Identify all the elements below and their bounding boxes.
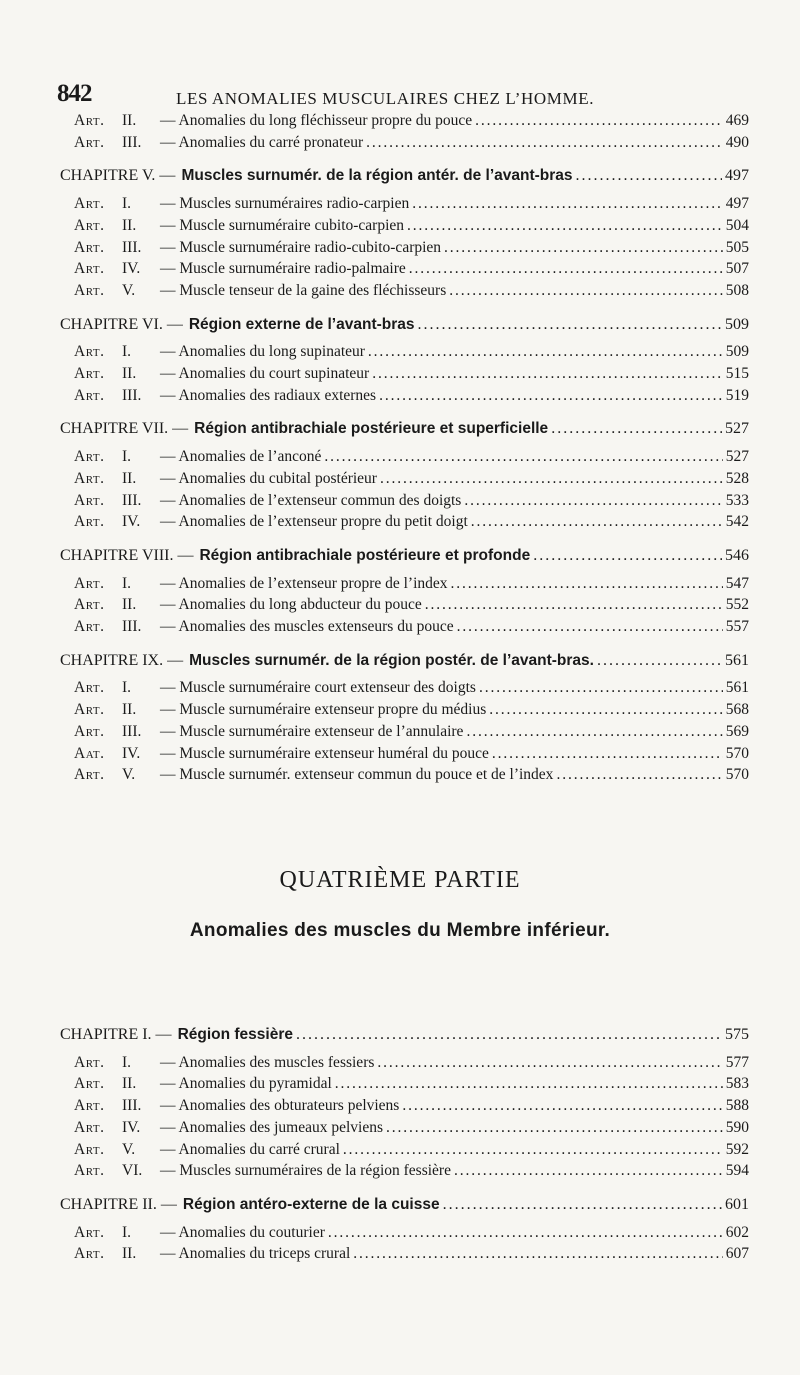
page-reference: 577 bbox=[725, 1053, 749, 1071]
dot-leader bbox=[418, 314, 722, 336]
page-reference: 490 bbox=[725, 133, 749, 151]
dot-leader bbox=[425, 594, 723, 616]
page-reference: 601 bbox=[725, 1195, 749, 1213]
page-reference: 607 bbox=[725, 1245, 749, 1263]
toc-article-entry bbox=[74, 1243, 749, 1265]
toc-article-entry bbox=[74, 1160, 749, 1182]
toc-article-entry bbox=[74, 1139, 749, 1161]
article-heading bbox=[74, 385, 376, 407]
article-title: — Muscle surnuméraire radio-cubito-carpien bbox=[160, 238, 442, 256]
dot-leader bbox=[335, 1073, 723, 1095]
chapter-label: CHAPITRE VIII. — bbox=[60, 546, 194, 564]
article-heading bbox=[74, 193, 409, 215]
toc-article-entry bbox=[74, 1095, 749, 1117]
article-label: Art. bbox=[74, 281, 105, 299]
page-number: 842 bbox=[57, 80, 92, 107]
article-number: II. bbox=[122, 596, 137, 614]
page-reference: 575 bbox=[725, 1026, 749, 1043]
article-label: Art. bbox=[74, 701, 105, 719]
article-heading bbox=[74, 699, 486, 721]
article-title: — Muscles surnuméraires de la région fessière bbox=[160, 1162, 451, 1180]
article-heading bbox=[74, 215, 404, 237]
chapter-label: CHAPITRE IX. — bbox=[60, 651, 184, 669]
article-number: V. bbox=[122, 1140, 136, 1158]
dot-leader bbox=[475, 110, 723, 132]
article-title: — Anomalies des muscles fessiers bbox=[160, 1053, 375, 1071]
toc-article-entry bbox=[74, 1073, 749, 1095]
page-reference: 546 bbox=[725, 546, 749, 564]
page-reference: 527 bbox=[725, 420, 749, 438]
chapter-title: Muscles surnumér. de la région antér. de l’avant-bras bbox=[181, 167, 573, 185]
article-label: Art. bbox=[74, 260, 105, 278]
article-title: — Anomalies de l’extenseur commun des doigts bbox=[160, 491, 462, 509]
article-number: II. bbox=[122, 365, 137, 382]
article-label: Art. bbox=[74, 343, 105, 361]
article-title: — Muscle surnumér. extenseur commun du pouce et de l’index bbox=[160, 766, 554, 784]
toc-article-entry bbox=[74, 1222, 749, 1244]
article-title: — Muscle surnuméraire radio-palmaire bbox=[160, 260, 406, 278]
article-label: Art. bbox=[74, 766, 105, 784]
toc-article-entry bbox=[74, 110, 749, 132]
article-heading bbox=[74, 280, 446, 302]
toc-article-entry bbox=[74, 1052, 749, 1074]
dot-leader bbox=[366, 132, 723, 154]
page-reference: 497 bbox=[725, 167, 749, 185]
toc-article-entry bbox=[74, 280, 749, 302]
article-title: — Anomalies des obturateurs pelviens bbox=[160, 1097, 400, 1115]
dot-leader bbox=[471, 511, 723, 533]
article-number: V. bbox=[122, 281, 136, 299]
dot-leader bbox=[343, 1139, 723, 1161]
dot-leader bbox=[466, 721, 722, 743]
article-number: III. bbox=[122, 386, 142, 404]
toc-article-entry bbox=[74, 616, 749, 638]
article-number: II. bbox=[122, 1245, 137, 1263]
article-number: III. bbox=[122, 722, 142, 740]
article-number: I. bbox=[122, 1223, 132, 1241]
dot-leader bbox=[368, 341, 723, 363]
article-label: Art. bbox=[74, 1053, 105, 1071]
article-label: Art. bbox=[74, 513, 105, 531]
article-number: VI. bbox=[122, 1162, 143, 1180]
chapter-title: Région antibrachiale postérieure et superficielle bbox=[194, 420, 549, 438]
article-label: Art. bbox=[74, 133, 105, 151]
page-reference: 552 bbox=[725, 596, 749, 614]
article-number: I. bbox=[122, 679, 132, 697]
toc-chapter-entry bbox=[60, 165, 749, 187]
toc-chapter-entry bbox=[60, 1194, 749, 1216]
article-heading bbox=[74, 1073, 332, 1095]
article-heading bbox=[74, 468, 377, 490]
page-reference: 570 bbox=[725, 766, 749, 784]
chapter-heading bbox=[60, 1194, 440, 1216]
article-heading bbox=[74, 616, 454, 638]
article-title: — Anomalies du carré pronateur bbox=[160, 133, 364, 151]
article-heading bbox=[74, 1052, 374, 1074]
article-label: Art. bbox=[74, 679, 105, 697]
chapter-heading bbox=[60, 650, 594, 672]
dot-leader bbox=[402, 1095, 722, 1117]
article-number: III. bbox=[122, 238, 142, 256]
dot-leader bbox=[443, 1194, 722, 1216]
page-reference: 592 bbox=[725, 1140, 749, 1158]
article-title: — Muscle tenseur de la gaine des fléchisseurs bbox=[160, 281, 447, 299]
toc-article-entry bbox=[74, 363, 749, 385]
toc-article-entry bbox=[74, 677, 749, 699]
article-title: — Anomalies du cubital postérieur bbox=[160, 469, 377, 487]
toc-article-entry bbox=[74, 341, 749, 363]
article-title: — Muscle surnuméraire cubito-carpien bbox=[160, 216, 405, 234]
article-heading bbox=[74, 594, 422, 616]
article-heading bbox=[74, 677, 476, 699]
dot-leader bbox=[451, 573, 723, 595]
page-reference: 588 bbox=[725, 1097, 749, 1115]
article-label: Art. bbox=[74, 1118, 105, 1136]
article-title: — Muscle surnuméraire extenseur huméral du pouce bbox=[160, 744, 489, 762]
chapter-label: CHAPITRE VI. — bbox=[60, 315, 183, 333]
part-subtitle: Anomalies des muscles du Membre inférieur. bbox=[189, 920, 611, 941]
toc-article-entry bbox=[74, 468, 749, 490]
article-number: II. bbox=[122, 701, 137, 719]
article-title: — Anomalies du triceps crural bbox=[160, 1245, 351, 1263]
dot-leader bbox=[449, 280, 723, 302]
toc-article-entry bbox=[74, 1117, 749, 1139]
article-label: Art. bbox=[74, 596, 105, 614]
part-title: QUATRIÈME PARTIE bbox=[279, 867, 521, 893]
dot-leader bbox=[380, 468, 723, 490]
toc-article-entry bbox=[74, 193, 749, 215]
article-label: Art. bbox=[74, 238, 105, 256]
dot-leader bbox=[457, 616, 723, 638]
page-reference: 561 bbox=[725, 679, 749, 697]
toc-article-entry bbox=[74, 385, 749, 407]
page-reference: 557 bbox=[725, 618, 749, 635]
dot-leader bbox=[597, 650, 722, 672]
article-title: — Anomalies de l’extenseur propre du petit doigt bbox=[160, 513, 468, 531]
dot-leader bbox=[407, 215, 723, 237]
article-label: Art. bbox=[74, 386, 105, 404]
dot-leader bbox=[492, 743, 723, 765]
toc-article-entry bbox=[74, 573, 749, 595]
toc-chapter-entry bbox=[60, 650, 749, 672]
article-number: IV. bbox=[122, 513, 141, 531]
article-label: Art. bbox=[74, 195, 105, 213]
toc-article-entry bbox=[74, 699, 749, 721]
dot-leader bbox=[379, 385, 723, 407]
toc-article-entry bbox=[74, 721, 749, 743]
article-title: — Anomalies des jumeaux pelviens bbox=[160, 1118, 383, 1136]
dot-leader bbox=[328, 1222, 723, 1244]
article-title: — Anomalies du court supinateur bbox=[160, 365, 370, 382]
article-title: — Anomalies des radiaux externes bbox=[160, 386, 377, 404]
chapter-title: Muscles surnumér. de la région postér. de l’avant-bras. bbox=[189, 651, 594, 669]
article-number: I. bbox=[122, 195, 132, 213]
article-label: Art. bbox=[74, 1075, 105, 1093]
page-reference: 509 bbox=[725, 315, 749, 333]
article-number: III. bbox=[122, 618, 142, 635]
page-reference: 561 bbox=[725, 651, 749, 669]
chapter-title: Région fessière bbox=[177, 1026, 293, 1043]
dot-leader bbox=[372, 363, 723, 385]
article-number: II. bbox=[122, 1075, 137, 1093]
article-label: Art. bbox=[74, 722, 105, 740]
article-label: Art. bbox=[74, 112, 105, 129]
dot-leader bbox=[353, 1243, 722, 1265]
toc-article-entry bbox=[74, 215, 749, 237]
article-number: II. bbox=[122, 216, 137, 234]
article-label: Art. bbox=[74, 469, 105, 487]
page-reference: 547 bbox=[725, 574, 749, 592]
dot-leader bbox=[464, 490, 722, 512]
article-number: IV. bbox=[122, 744, 141, 762]
article-title: — Anomalies de l’extenseur propre de l’index bbox=[160, 574, 448, 592]
article-label: Art. bbox=[74, 1245, 105, 1263]
toc-article-entry bbox=[74, 237, 749, 259]
toc-article-entry bbox=[74, 764, 749, 786]
page-reference: 507 bbox=[725, 260, 749, 278]
article-heading bbox=[74, 363, 369, 385]
dot-leader bbox=[377, 1052, 722, 1074]
article-number: I. bbox=[122, 1053, 132, 1071]
page-reference: 515 bbox=[725, 365, 749, 382]
article-title: — Anomalies du carré crural bbox=[160, 1140, 340, 1158]
article-heading bbox=[74, 721, 463, 743]
article-title: — Muscles surnuméraires radio-carpien bbox=[160, 195, 410, 213]
article-title: — Anomalies du pyramidal bbox=[160, 1075, 332, 1093]
article-label: Art. bbox=[74, 491, 105, 509]
article-label: Art. bbox=[74, 574, 105, 592]
article-heading bbox=[74, 1117, 383, 1139]
article-heading bbox=[74, 110, 472, 132]
article-heading bbox=[74, 446, 321, 468]
page-reference: 509 bbox=[725, 343, 749, 361]
toc-chapter-entry bbox=[60, 545, 749, 567]
article-heading bbox=[74, 1139, 340, 1161]
article-number: III. bbox=[122, 491, 142, 509]
dot-leader bbox=[324, 446, 722, 468]
article-heading bbox=[74, 1095, 399, 1117]
article-heading bbox=[74, 764, 553, 786]
toc-article-entry bbox=[74, 446, 749, 468]
toc-chapter-entry bbox=[60, 418, 749, 440]
article-heading bbox=[74, 1222, 325, 1244]
page-reference: 528 bbox=[725, 469, 749, 487]
dot-leader bbox=[556, 764, 722, 786]
dot-leader bbox=[296, 1024, 722, 1046]
page-reference: 569 bbox=[725, 722, 749, 740]
dot-leader bbox=[409, 258, 723, 280]
page-reference: 570 bbox=[725, 744, 749, 762]
article-heading bbox=[74, 490, 461, 512]
article-heading bbox=[74, 1160, 451, 1182]
article-heading bbox=[74, 258, 406, 280]
article-label: Art. bbox=[74, 448, 105, 466]
chapter-heading bbox=[60, 418, 548, 440]
page-reference: 508 bbox=[725, 281, 749, 299]
page-reference: 505 bbox=[725, 238, 749, 256]
article-label: Art. bbox=[74, 365, 105, 382]
toc-article-entry bbox=[74, 594, 749, 616]
article-number: IV. bbox=[122, 260, 141, 278]
article-heading bbox=[74, 341, 365, 363]
article-number: V. bbox=[122, 766, 136, 784]
article-heading bbox=[74, 743, 489, 765]
chapter-label: CHAPITRE II. — bbox=[60, 1195, 177, 1213]
article-title: — Muscle surnuméraire extenseur de l’annulaire bbox=[160, 722, 464, 740]
dot-leader bbox=[489, 699, 722, 721]
chapter-heading bbox=[60, 545, 530, 567]
dot-leader bbox=[412, 193, 723, 215]
chapter-title: Région antibrachiale postérieure et profonde bbox=[199, 546, 531, 564]
page-reference: 504 bbox=[725, 216, 749, 234]
article-title: — Muscle surnuméraire court extenseur des doigts bbox=[160, 679, 476, 697]
dot-leader bbox=[479, 677, 723, 699]
article-title: — Anomalies du long abducteur du pouce bbox=[160, 596, 422, 614]
dot-leader bbox=[533, 545, 722, 567]
article-label: Art. bbox=[74, 1140, 105, 1158]
page-reference: 527 bbox=[725, 448, 749, 466]
article-number: I. bbox=[122, 343, 132, 361]
article-label: Art. bbox=[74, 216, 105, 234]
article-title: — Anomalies des muscles extenseurs du pouce bbox=[160, 618, 454, 635]
page-reference: 602 bbox=[725, 1223, 749, 1241]
chapter-title: Région externe de l’avant-bras bbox=[188, 315, 415, 333]
page-reference: 542 bbox=[725, 513, 749, 531]
article-heading bbox=[74, 511, 468, 533]
article-heading bbox=[74, 237, 441, 259]
article-number: II. bbox=[122, 112, 137, 129]
toc-article-entry bbox=[74, 132, 749, 154]
article-label: Art. bbox=[74, 1097, 105, 1115]
article-number: II. bbox=[122, 469, 137, 487]
article-label: Art. bbox=[74, 1223, 105, 1241]
article-title: — Muscle surnuméraire extenseur propre du médius bbox=[160, 701, 487, 719]
page-reference: 533 bbox=[725, 491, 749, 509]
page-reference: 519 bbox=[725, 386, 749, 404]
toc-article-entry bbox=[74, 511, 749, 533]
dot-leader bbox=[386, 1117, 723, 1139]
article-label: Art. bbox=[74, 1162, 105, 1180]
article-heading bbox=[74, 132, 363, 154]
article-title: — Anomalies du long supinateur bbox=[160, 343, 365, 361]
page-reference: 590 bbox=[725, 1118, 749, 1136]
page-reference: 469 bbox=[725, 112, 749, 129]
chapter-label: CHAPITRE I. — bbox=[60, 1026, 172, 1043]
article-heading bbox=[74, 1243, 350, 1265]
page-reference: 583 bbox=[725, 1075, 749, 1093]
article-number: I. bbox=[122, 448, 132, 466]
toc-chapter-entry bbox=[60, 314, 749, 336]
article-title: — Anomalies du long fléchisseur propre du pouce bbox=[160, 112, 473, 129]
chapter-label: CHAPITRE V. — bbox=[60, 167, 176, 185]
article-number: IV. bbox=[122, 1118, 141, 1136]
toc-chapter-entry bbox=[60, 1024, 749, 1046]
article-title: — Anomalies de l’anconé bbox=[160, 448, 322, 466]
running-title: LES ANOMALIES MUSCULAIRES CHEZ L’HOMME. bbox=[176, 89, 595, 108]
dot-leader bbox=[444, 237, 723, 259]
chapter-title: Région antéro-externe de la cuisse bbox=[182, 1195, 440, 1213]
toc-article-entry bbox=[74, 743, 749, 765]
toc-article-entry bbox=[74, 258, 749, 280]
chapter-heading bbox=[60, 165, 573, 187]
article-label: Art. bbox=[74, 618, 105, 635]
toc-article-entry bbox=[74, 490, 749, 512]
article-heading bbox=[74, 573, 448, 595]
article-number: I. bbox=[122, 574, 132, 592]
article-label: Aat. bbox=[74, 744, 105, 762]
article-number: III. bbox=[122, 133, 142, 151]
dot-leader bbox=[576, 165, 722, 187]
article-number: III. bbox=[122, 1097, 142, 1115]
chapter-heading bbox=[60, 314, 415, 336]
article-title: — Anomalies du couturier bbox=[160, 1223, 325, 1241]
page-reference: 497 bbox=[725, 195, 749, 213]
dot-leader bbox=[454, 1160, 723, 1182]
dot-leader bbox=[551, 418, 722, 440]
page-reference: 594 bbox=[725, 1162, 749, 1180]
page-reference: 568 bbox=[725, 701, 749, 719]
chapter-heading bbox=[60, 1024, 293, 1046]
chapter-label: CHAPITRE VII. — bbox=[60, 420, 189, 438]
